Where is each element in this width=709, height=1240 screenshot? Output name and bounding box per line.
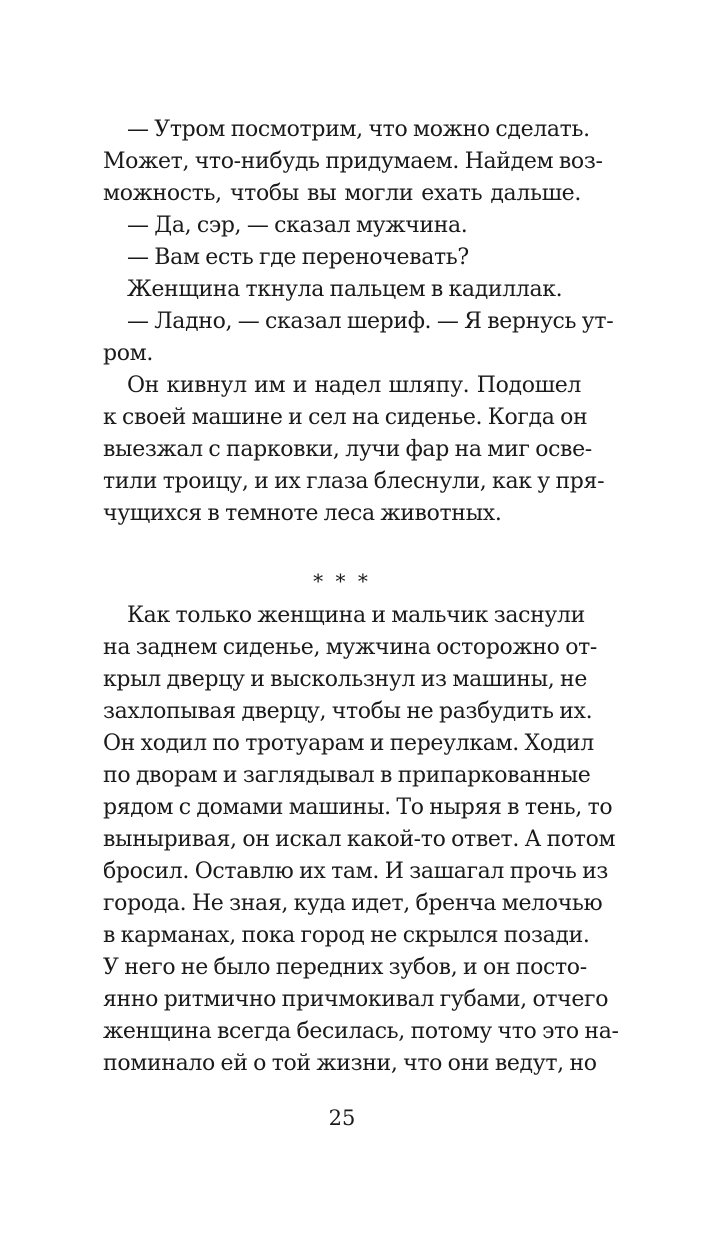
text-line: ром. bbox=[103, 341, 154, 366]
text-line: по дворам и заглядывал в припаркованные bbox=[103, 763, 591, 788]
text-line: Он ходил по тротуарам и переулкам. Ходил bbox=[103, 731, 594, 756]
text-line: поминало ей о той жизни, что они ведут, но bbox=[103, 1051, 597, 1076]
text-line: выныривая, он искал какой-то ответ. А потом bbox=[103, 827, 616, 852]
page-number: 25 bbox=[328, 1106, 356, 1130]
text-line: чущихся в темноте леса животных. bbox=[103, 501, 502, 526]
text-line: Как только женщина и мальчик заснули bbox=[127, 603, 585, 628]
text-line: Он кивнул им и надел шляпу. Подошел bbox=[127, 373, 581, 398]
text-line: в карманах, пока город не скрылся позади. bbox=[103, 923, 590, 948]
text-block-top bbox=[103, 114, 614, 530]
text-line: захлопывая дверцу, чтобы не разбудить их. bbox=[103, 699, 593, 724]
text-line: тили троицу, и их глаза блеснули, как у пря- bbox=[103, 469, 605, 494]
text-line: — Да, сэр, — сказал мужчина. bbox=[127, 213, 468, 238]
text-line: города. Не зная, куда идет, бренча мелочью bbox=[103, 891, 603, 916]
text-line: Женщина ткнула пальцем в кадиллак. bbox=[127, 277, 563, 302]
text-line: — Утром посмотрим, что можно сделать. bbox=[127, 117, 590, 142]
text-line: выезжал с парковки, лучи фар на миг осве- bbox=[103, 437, 592, 462]
text-line: — Вам есть где переночевать? bbox=[127, 245, 469, 270]
text-block-bottom bbox=[103, 600, 619, 1080]
text-line: на заднем сиденье, мужчина осторожно от- bbox=[103, 635, 597, 660]
text-line: к своей машине и сел на сиденье. Когда он bbox=[103, 405, 588, 430]
text-line: Может, что-нибудь придумаем. Найдем воз- bbox=[103, 149, 603, 174]
section-separator: * * * bbox=[313, 569, 371, 593]
text-line: женщина всегда бесилась, потому что это на- bbox=[103, 1019, 619, 1044]
text-line: янно ритмично причмокивал губами, отчего bbox=[103, 987, 609, 1012]
text-line: бросил. Оставлю их там. И зашагал прочь из bbox=[103, 859, 609, 884]
text-line: — Ладно, — сказал шериф. — Я вернусь ут- bbox=[127, 309, 614, 334]
text-line: У него не было передних зубов, и он посто- bbox=[103, 955, 587, 980]
text-line: можность, чтобы вы могли ехать дальше. bbox=[103, 181, 581, 206]
text-line: рядом с домами машины. То ныряя в тень, то bbox=[103, 795, 613, 820]
text-line: крыл дверцу и выскользнул из машины, не bbox=[103, 667, 588, 692]
